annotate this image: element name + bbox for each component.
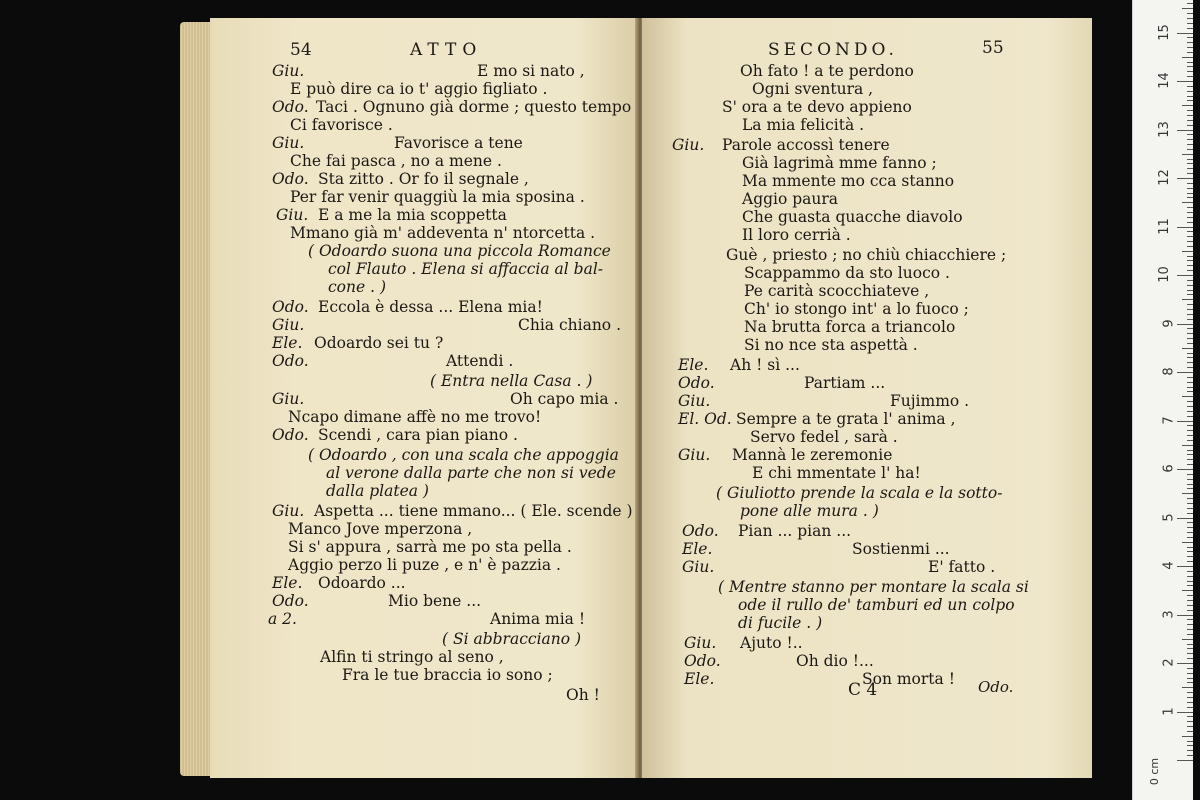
script-line: Na brutta forca a triancolo: [744, 318, 956, 336]
ruler-tick: [1187, 260, 1193, 261]
ruler-tick: [1187, 377, 1193, 378]
ruler-tick: [1177, 227, 1193, 228]
script-line: Odo. Partiam ...: [678, 374, 886, 392]
right-page-header: SECONDO.: [768, 40, 898, 60]
script-line: Pe carità scocchiateve ,: [744, 282, 930, 300]
stage-direction: pone alle mura . ): [740, 502, 879, 520]
script-line: Oh fato ! a te perdono: [740, 62, 914, 80]
script-line: Giu. E a me la mia scoppetta: [276, 206, 507, 224]
script-line: Manco Jove mperzona ,: [288, 520, 473, 538]
ruler-tick: [1187, 391, 1193, 392]
ruler-tick: [1187, 610, 1193, 611]
ruler-tick: [1187, 707, 1193, 708]
ruler-tick: [1187, 745, 1193, 746]
ruler-tick: [1187, 571, 1193, 572]
ruler-tick: [1187, 207, 1193, 208]
ruler-tick: [1187, 110, 1193, 111]
ruler-tick: [1187, 217, 1193, 218]
stage-direction: col Flauto . Elena si affaccia al bal-: [328, 260, 604, 278]
ruler-number: 2: [1161, 658, 1177, 667]
script-line: Odo. Sta zitto . Or fo il segnale ,: [272, 170, 529, 188]
ruler-tick: [1187, 28, 1193, 29]
ruler-tick: [1187, 464, 1193, 465]
script-line: Ncapo dimane affè no me trovo!: [288, 408, 542, 426]
ruler-tick: [1187, 556, 1193, 557]
stage-direction: ode il rullo de' tamburi ed un colpo: [738, 596, 1015, 614]
ruler-tick: [1187, 3, 1193, 4]
ruler-tick: [1187, 668, 1193, 669]
catchword: Odo.: [978, 678, 1014, 696]
script-line: Scappammo da sto luoco .: [744, 264, 950, 282]
script-line: Il loro cerrià .: [742, 226, 851, 244]
ruler-tick: [1187, 522, 1193, 523]
ruler-tick: [1182, 445, 1193, 446]
ruler-tick: [1187, 547, 1193, 548]
ruler-tick: [1187, 658, 1193, 659]
ruler-tick: [1187, 18, 1193, 19]
ruler-tick: [1187, 62, 1193, 63]
ruler-tick: [1187, 304, 1193, 305]
ruler-tick: [1177, 518, 1193, 519]
script-line: Ma mmente mo cca stanno: [742, 172, 955, 190]
ruler-tick: [1182, 8, 1193, 9]
ruler-tick: [1187, 52, 1193, 53]
ruler-tick: [1187, 367, 1193, 368]
script-line: Giu. Chia chiano .: [272, 316, 621, 334]
ruler-tick: [1187, 479, 1193, 480]
ruler-tick: [1187, 362, 1193, 363]
stage-direction: cone . ): [328, 278, 386, 296]
ruler-tick: [1187, 13, 1193, 14]
ruler-tick: [1187, 159, 1193, 160]
ruler-tick: [1187, 357, 1193, 358]
ruler-tick: [1177, 130, 1193, 131]
ruler-tick: [1187, 605, 1193, 606]
ruler-tick: [1187, 644, 1193, 645]
ruler-tick: [1187, 600, 1193, 601]
ruler-tick: [1187, 673, 1193, 674]
ruler-tick: [1187, 71, 1193, 72]
ruler-tick: [1177, 372, 1193, 373]
ruler-tick: [1187, 382, 1193, 383]
script-line: E può dire ca io t' aggio figliato .: [290, 80, 548, 98]
script-line: Giu. Favorisce a tene: [272, 134, 523, 152]
ruler-tick: [1187, 653, 1193, 654]
ruler-tick: [1187, 488, 1193, 489]
script-line: Ch' io stongo int' a lo fuoco ;: [744, 300, 969, 318]
ruler-number: 14: [1157, 72, 1173, 89]
ruler-tick: [1187, 314, 1193, 315]
ruler-number: 9: [1161, 318, 1177, 328]
ruler-tick: [1182, 105, 1193, 106]
ruler-number: 11: [1157, 217, 1173, 235]
ruler-tick: [1177, 712, 1193, 713]
script-line: Già lagrimà mme fanno ;: [742, 154, 937, 172]
ruler-unit-label: 0 cm: [1148, 757, 1162, 786]
ruler-tick: [1187, 66, 1193, 67]
script-line: El. Od. Sempre a te grata l' anima ,: [678, 410, 956, 428]
ruler-tick: [1187, 624, 1193, 625]
ruler-tick: [1182, 57, 1193, 58]
ruler-tick: [1187, 115, 1193, 116]
ruler-tick: [1187, 37, 1193, 38]
ruler-tick: [1187, 484, 1193, 485]
ruler-tick: [1187, 440, 1193, 441]
ruler-tick: [1187, 678, 1193, 679]
ruler-number: 8: [1161, 367, 1177, 376]
ruler-tick: [1187, 435, 1193, 436]
script-line: Giu. Ajuto !..: [684, 634, 803, 652]
ruler-tick: [1182, 299, 1193, 300]
script-line: Odo. Pian ... pian ...: [682, 522, 852, 540]
right-page: [642, 18, 1092, 778]
stage-direction: di fucile . ): [738, 614, 823, 632]
ruler-tick: [1182, 154, 1193, 155]
ruler-tick: [1187, 755, 1193, 756]
ruler-tick: [1187, 513, 1193, 514]
ruler-tick: [1187, 222, 1193, 223]
ruler-number: 6: [1161, 464, 1177, 473]
ruler-tick: [1182, 736, 1193, 737]
ruler-tick: [1187, 212, 1193, 213]
script-line: Odo. Oh dio !...: [684, 652, 874, 670]
ruler-tick: [1187, 585, 1193, 586]
ruler-tick: [1187, 120, 1193, 121]
ruler-tick: [1177, 178, 1193, 179]
ruler-tick: [1187, 100, 1193, 101]
ruler-tick: [1187, 731, 1193, 732]
ruler-tick: [1187, 697, 1193, 698]
ruler-tick: [1187, 527, 1193, 528]
ruler-tick: [1187, 333, 1193, 334]
ruler-tick: [1187, 86, 1193, 87]
ruler-tick: [1187, 193, 1193, 194]
ruler-tick: [1187, 265, 1193, 266]
ruler-tick: [1187, 96, 1193, 97]
ruler-number: 7: [1161, 415, 1177, 425]
ruler-tick: [1187, 188, 1193, 189]
ruler-tick: [1187, 648, 1193, 649]
ruler-tick: [1187, 294, 1193, 295]
ruler-tick: [1187, 125, 1193, 126]
ruler-tick: [1177, 469, 1193, 470]
script-line: Oh !: [566, 686, 600, 704]
script-line: Odo. Taci . Ognuno già dorme ; questo tempo: [272, 98, 632, 116]
ruler-tick: [1177, 566, 1193, 567]
ruler-tick: [1177, 663, 1193, 664]
ruler-tick: [1187, 285, 1193, 286]
ruler-tick: [1187, 163, 1193, 164]
ruler-tick: [1187, 387, 1193, 388]
ruler-tick: [1187, 236, 1193, 237]
ruler-tick: [1182, 493, 1193, 494]
stage-direction: ( Odoardo , con una scala che appoggia: [308, 446, 619, 464]
ruler-tick: [1187, 149, 1193, 150]
ruler-tick: [1187, 197, 1193, 198]
ruler-tick: [1187, 532, 1193, 533]
ruler-tick: [1187, 76, 1193, 77]
ruler-tick: [1182, 251, 1193, 252]
open-book: [180, 18, 1100, 780]
stage-direction: ( Odoardo suona una piccola Romance: [308, 242, 611, 260]
ruler-tick: [1187, 309, 1193, 310]
script-line: Fra le tue braccia io sono ;: [342, 666, 553, 684]
ruler-tick: [1187, 338, 1193, 339]
script-line: Ele. Sostienmi ...: [682, 540, 950, 558]
script-line: Giu. Parole accossì tenere: [672, 136, 890, 154]
ruler-number: 15: [1157, 23, 1173, 41]
ruler-tick: [1182, 639, 1193, 640]
ruler-tick: [1187, 134, 1193, 135]
ruler-tick: [1187, 459, 1193, 460]
ruler-number: 3: [1161, 609, 1177, 619]
ruler-tick: [1187, 241, 1193, 242]
ruler-tick: [1187, 595, 1193, 596]
ruler-tick: [1182, 590, 1193, 591]
script-line: Ele. Odoardo sei tu ?: [272, 334, 444, 352]
ruler-tick: [1187, 576, 1193, 577]
ruler-tick: [1187, 454, 1193, 455]
ruler-tick: [1187, 430, 1193, 431]
ruler-tick: [1177, 760, 1193, 761]
ruler-tick: [1187, 750, 1193, 751]
ruler-tick: [1187, 343, 1193, 344]
stage-direction: ( Giuliotto prende la scala e la sotto-: [716, 484, 1003, 502]
ruler-tick: [1187, 450, 1193, 451]
ruler-tick: [1187, 503, 1193, 504]
ruler-tick: [1187, 726, 1193, 727]
script-line: Servo fedel , sarà .: [750, 428, 898, 446]
ruler-tick: [1187, 629, 1193, 630]
script-line: Mmano già m' addeventa n' ntorcetta .: [290, 224, 596, 242]
script-line: Giu. E' fatto .: [682, 558, 996, 576]
ruler-tick: [1177, 324, 1193, 325]
script-line: Ci favorisce .: [290, 116, 393, 134]
ruler-tick: [1187, 537, 1193, 538]
ruler-tick: [1182, 687, 1193, 688]
ruler-tick: [1187, 47, 1193, 48]
ruler-tick: [1187, 91, 1193, 92]
script-line: Ele. Son morta !: [684, 670, 955, 688]
ruler-tick: [1187, 416, 1193, 417]
ruler-tick: [1187, 256, 1193, 257]
ruler-tick: [1187, 144, 1193, 145]
ruler-tick: [1187, 353, 1193, 354]
ruler-tick: [1187, 581, 1193, 582]
script-line: La mia felicità .: [742, 116, 865, 134]
script-line: Aggio paura: [742, 190, 839, 208]
ruler-number: 5: [1161, 512, 1177, 522]
ruler-tick: [1187, 173, 1193, 174]
ruler-tick: [1187, 42, 1193, 43]
ruler-tick: [1187, 183, 1193, 184]
ruler-tick: [1187, 425, 1193, 426]
ruler-tick: [1187, 498, 1193, 499]
ruler-tick: [1187, 401, 1193, 402]
script-line: Si no nce sta aspettà .: [744, 336, 918, 354]
left-page: [210, 18, 640, 778]
right-page-number: 55: [982, 38, 1004, 58]
script-line: S' ora a te devo appieno: [722, 98, 912, 116]
ruler-tick: [1177, 33, 1193, 34]
ruler-tick: [1187, 319, 1193, 320]
ruler-tick: [1187, 23, 1193, 24]
ruler-tick: [1187, 634, 1193, 635]
script-line: Aggio perzo li puze , e n' è pazzia .: [288, 556, 561, 574]
script-line: Si s' appura , sarrà me po sta pella .: [288, 538, 572, 556]
ruler-tick: [1187, 411, 1193, 412]
ruler-tick: [1187, 619, 1193, 620]
script-line: a 2. Anima mia !: [268, 610, 586, 628]
ruler-tick: [1187, 280, 1193, 281]
ruler-tick: [1177, 275, 1193, 276]
ruler-tick: [1187, 741, 1193, 742]
script-line: Giu. Aspetta ... tiene mmano... ( Ele. scende ): [272, 502, 633, 520]
stage-direction: dalla platea ): [326, 482, 429, 500]
ruler-tick: [1182, 348, 1193, 349]
measurement-ruler: [1132, 0, 1193, 800]
ruler-tick: [1182, 542, 1193, 543]
left-page-header: ATTO: [410, 40, 483, 60]
ruler-tick: [1187, 139, 1193, 140]
ruler-tick: [1187, 702, 1193, 703]
script-line: Odo. Attendi .: [272, 352, 514, 370]
ruler-tick: [1187, 682, 1193, 683]
signature-mark: C 4: [848, 680, 878, 700]
script-line: Giu. E mo si nato ,: [272, 62, 585, 80]
ruler-tick: [1187, 290, 1193, 291]
ruler-tick: [1187, 561, 1193, 562]
ruler-tick: [1187, 508, 1193, 509]
ruler-tick: [1187, 721, 1193, 722]
stage-direction: al verone dalla parte che non si vede: [326, 464, 616, 482]
script-line: Che fai pasca , no a mene .: [290, 152, 502, 170]
script-line: Odo. Scendi , cara pian piano .: [272, 426, 518, 444]
stage-direction: ( Entra nella Casa . ): [430, 372, 593, 390]
stage-direction: ( Si abbracciano ): [442, 630, 582, 648]
ruler-number: 12: [1157, 169, 1173, 186]
ruler-number: 10: [1157, 266, 1173, 283]
ruler-tick: [1177, 81, 1193, 82]
script-line: Che guasta quacche diavolo: [742, 208, 963, 226]
ruler-tick: [1187, 270, 1193, 271]
stage-direction: ( Mentre stanno per montare la scala si: [718, 578, 1029, 596]
script-line: Guè , priesto ; no chiù chiacchiere ;: [726, 246, 1007, 264]
ruler-tick: [1177, 615, 1193, 616]
script-line: Odo. Mio bene ...: [272, 592, 482, 610]
script-line: Per far venir quaggiù la mia sposina .: [290, 188, 585, 206]
ruler-tick: [1182, 202, 1193, 203]
script-line: Alfin ti stringo al seno ,: [320, 648, 504, 666]
ruler-tick: [1187, 231, 1193, 232]
script-line: Ele. Odoardo ...: [272, 574, 406, 592]
ruler-tick: [1187, 168, 1193, 169]
ruler-tick: [1187, 328, 1193, 329]
ruler-tick: [1177, 421, 1193, 422]
script-line: E chi mmentate l' ha!: [752, 464, 921, 482]
ruler-tick: [1182, 396, 1193, 397]
script-line: Ele. Ah ! sì ...: [678, 356, 800, 374]
ruler-tick: [1187, 406, 1193, 407]
ruler-tick: [1187, 246, 1193, 247]
ruler-tick: [1187, 551, 1193, 552]
ruler-number: 4: [1161, 561, 1177, 570]
script-line: Giu. Oh capo mia .: [272, 390, 619, 408]
script-line: Giu. Mannà le zeremonie: [678, 446, 893, 464]
left-page-number: 54: [290, 40, 312, 60]
ruler-tick: [1187, 716, 1193, 717]
ruler-tick: [1187, 474, 1193, 475]
ruler-number: 1: [1161, 706, 1177, 716]
script-line: Odo. Eccola è dessa ... Elena mia!: [272, 298, 543, 316]
script-line: Ogni sventura ,: [752, 80, 874, 98]
script-line: Giu. Fujimmo .: [678, 392, 970, 410]
ruler-tick: [1187, 692, 1193, 693]
ruler-number: 13: [1157, 120, 1173, 138]
